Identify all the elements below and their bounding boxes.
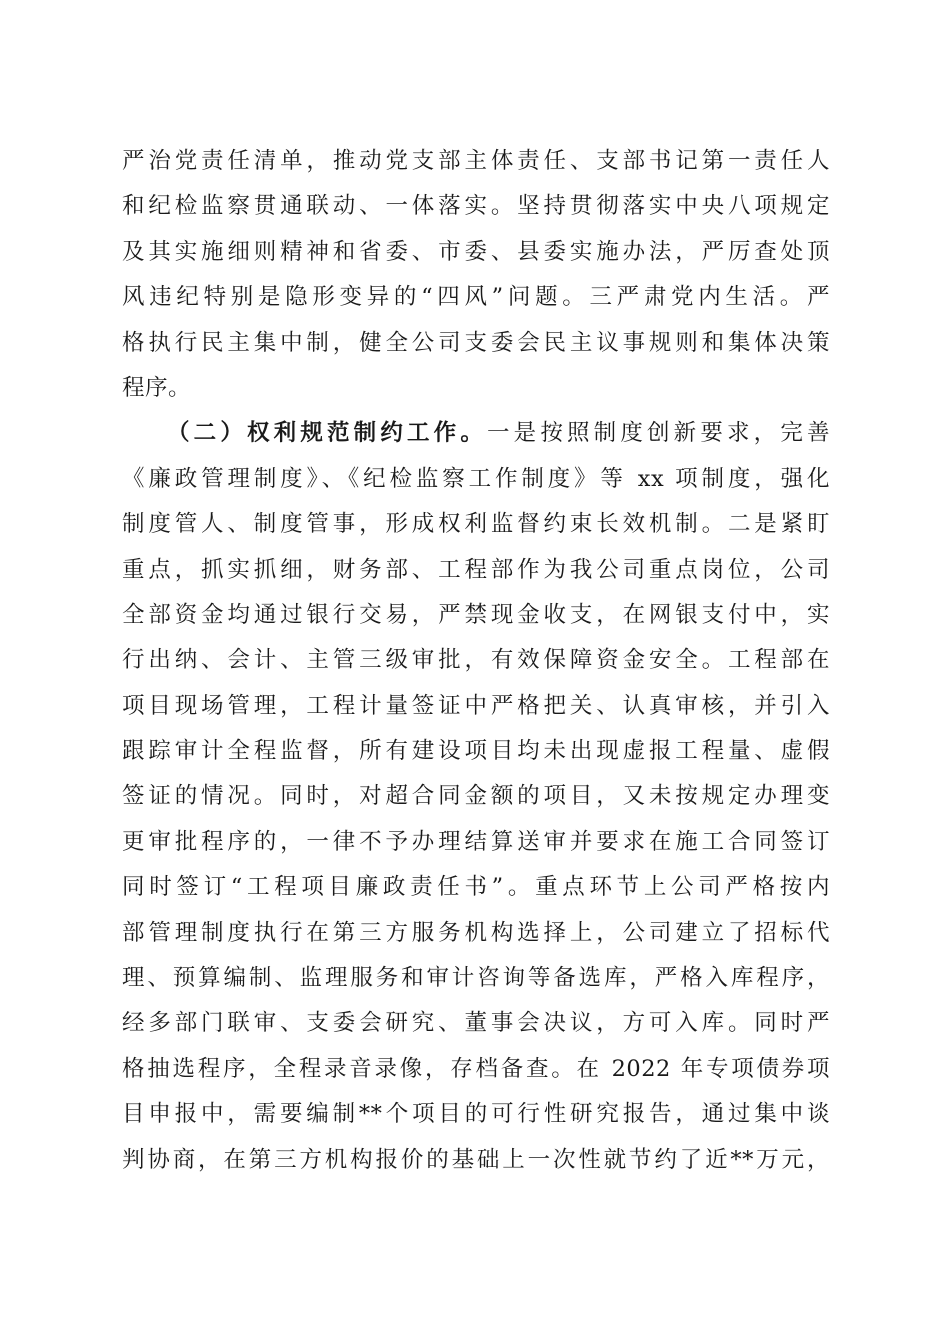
text-line: 和纪检监察贯通联动、一体落实。坚持贯彻落实中央八项规定: [122, 193, 830, 220]
text-line: 同时签订“工程项目廉政责任书”。重点环节上公司严格按内: [122, 874, 830, 901]
text-line: 格抽选程序，全程录音录像，存档备查。在 2022 年专项债券项: [122, 1055, 830, 1082]
text-line: 全部资金均通过银行交易，严禁现金收支，在网银支付中，实: [122, 601, 830, 628]
text-line: 签证的情况。同时，对超合同金额的项目，又未按规定办理变: [122, 783, 830, 810]
text-line: 及其实施细则精神和省委、市委、县委实施办法，严厉查处顶: [122, 238, 830, 265]
text-line: 部管理制度执行在第三方服务机构选择上，公司建立了招标代: [122, 919, 830, 946]
text-line: 制度管人、制度管事，形成权利监督约束长效机制。二是紧盯: [122, 511, 830, 538]
text-line: 经多部门联审、支委会研究、董事会决议，方可入库。同时严: [122, 1010, 830, 1037]
text-line: 项目现场管理，工程计量签证中严格把关、认真审核，并引入: [122, 692, 830, 719]
text-line: 理、预算编制、监理服务和审计咨询等备选库，严格入库程序，: [122, 965, 830, 992]
text-line: 跟踪审计全程监督，所有建设项目均未出现虚报工程量、虚假: [122, 738, 830, 765]
text-span: 一是按照制度创新要求，完善: [487, 420, 830, 447]
text-line: 更审批程序的，一律不予办理结算送审并要求在施工合同签订: [122, 828, 830, 855]
text-line: 行出纳、会计、主管三级审批，有效保障资金安全。工程部在: [122, 647, 830, 674]
document-body: [122, 139, 830, 1183]
text-line: 严治党责任清单，推动党支部主体责任、支部书记第一责任人: [122, 148, 830, 174]
paragraph-2: [122, 411, 830, 1183]
text-line: 程序。: [122, 374, 192, 401]
section-heading: （二）权利规范制约工作。: [167, 420, 487, 447]
text-line: 判协商，在第三方机构报价的基础上一次性就节约了近**万元，: [122, 1146, 830, 1173]
text-line: 目申报中，需要编制**个项目的可行性研究报告，通过集中谈: [122, 1101, 830, 1128]
text-line: 《廉政管理制度》、《纪检监察工作制度》等 xx 项制度，强化: [122, 465, 830, 492]
text-line: 重点，抓实抓细，财务部、工程部作为我公司重点岗位，公司: [122, 556, 830, 583]
paragraph-1: [122, 139, 830, 411]
text-line: 风违纪特别是隐形变异的“四风”问题。三严肃党内生活。严: [122, 284, 830, 311]
paragraph-first-line: [122, 411, 830, 456]
text-line: 格执行民主集中制，健全公司支委会民主议事规则和集体决策: [122, 329, 830, 356]
